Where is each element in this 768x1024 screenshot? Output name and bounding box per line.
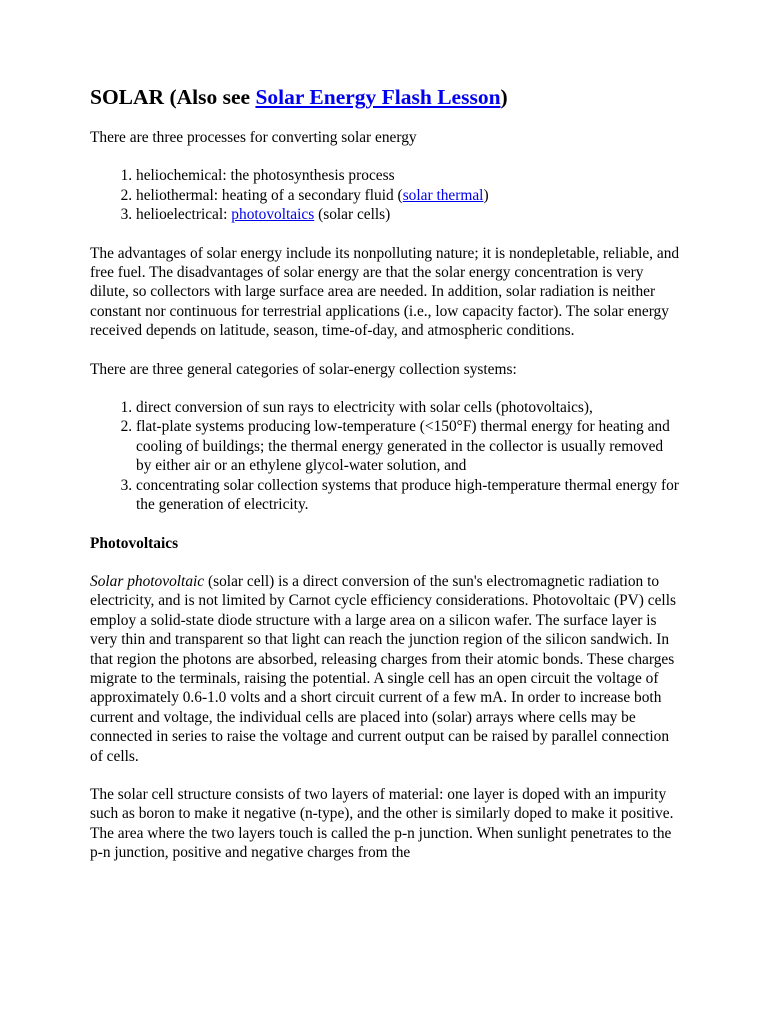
list-item: 2. heliothermal: heating of a secondary fluid (solar thermal): [136, 186, 680, 205]
list-item: 1. heliochemical: the photosynthesis process: [136, 166, 680, 185]
list-item: 2. flat-plate systems producing low-temperature (<150°F) thermal energy for heating and cooling of buildings; the thermal energy generated in the collector is usually removed by either air or an ethylene glycol-water solution, and: [136, 417, 680, 475]
page-title: [90, 84, 680, 110]
list-item: 3. concentrating solar collection systems that produce high-temperature thermal energy for the generation of electricity.: [136, 476, 680, 515]
solar-thermal-link[interactable]: solar thermal: [402, 186, 484, 204]
pv-italic-lead: Solar photovoltaic: [90, 572, 205, 590]
list-item: 3. helioelectrical: photovoltaics (solar cells): [136, 205, 680, 224]
photovoltaics-link[interactable]: photovoltaics: [231, 206, 315, 224]
pv-paragraph-text: (solar cell) is a direct conversion of the sun's electromagnetic radiation to electricity, and is not limited by Carnot cycle efficiency considerations. Photovoltaic (PV) cells employ a solid-state diode structure with a large area on a silicon wafer. The surface layer is very thin and transparent so that light can reach the junction region of the silicon sandwich. In that region the photons are absorbed, releasing charges from their atomic bonds. These charges migrate to the terminals, raising the potential. A single cell has an open circuit the voltage of approximately 0.6-1.0 volts and a short circuit current of a few mA. In order to increase both current and voltage, the individual cells are placed into (solar) arrays where cells may be connected in series to raise the voltage and current output can be raised by parallel connection of cells.: [90, 572, 676, 765]
pv-paragraph: [90, 572, 680, 766]
photovoltaics-heading: Photovoltaics: [90, 534, 179, 552]
structure-paragraph: The solar cell structure consists of two layers of material: one layer is doped with an impurity such as boron to make it negative (n-type), and the other is similarly doped to make it positive. The area where the two layers touch is called the p-n junction. When sunlight penetrates to the p-n junction, positive and negative charges from the: [90, 785, 674, 862]
advantages-paragraph: The advantages of solar energy include its nonpolluting nature; it is nondepletable, reliable, and free fuel. The disadvantages of solar energy are that the solar energy concentration is very dilute, so collectors with large surface area are needed. In addition, solar radiation is neither constant nor continuous for terrestrial applications (i.e., low capacity factor). The solar energy received depends on latitude, season, time-of-day, and atmospheric conditions.: [90, 244, 680, 340]
title-prefix: SOLAR (Also see: [90, 85, 256, 109]
document-page: [90, 84, 680, 882]
solar-energy-flash-lesson-link[interactable]: Solar Energy Flash Lesson: [255, 85, 501, 109]
list-item: 1. direct conversion of sun rays to electricity with solar cells (photovoltaics),: [136, 398, 680, 417]
title-suffix: ): [500, 85, 508, 109]
processes-list: [90, 166, 680, 224]
categories-list: [90, 398, 680, 514]
categories-intro: There are three general categories of solar-energy collection systems:: [90, 360, 517, 378]
intro-paragraph: There are three processes for converting solar energy: [90, 129, 417, 146]
